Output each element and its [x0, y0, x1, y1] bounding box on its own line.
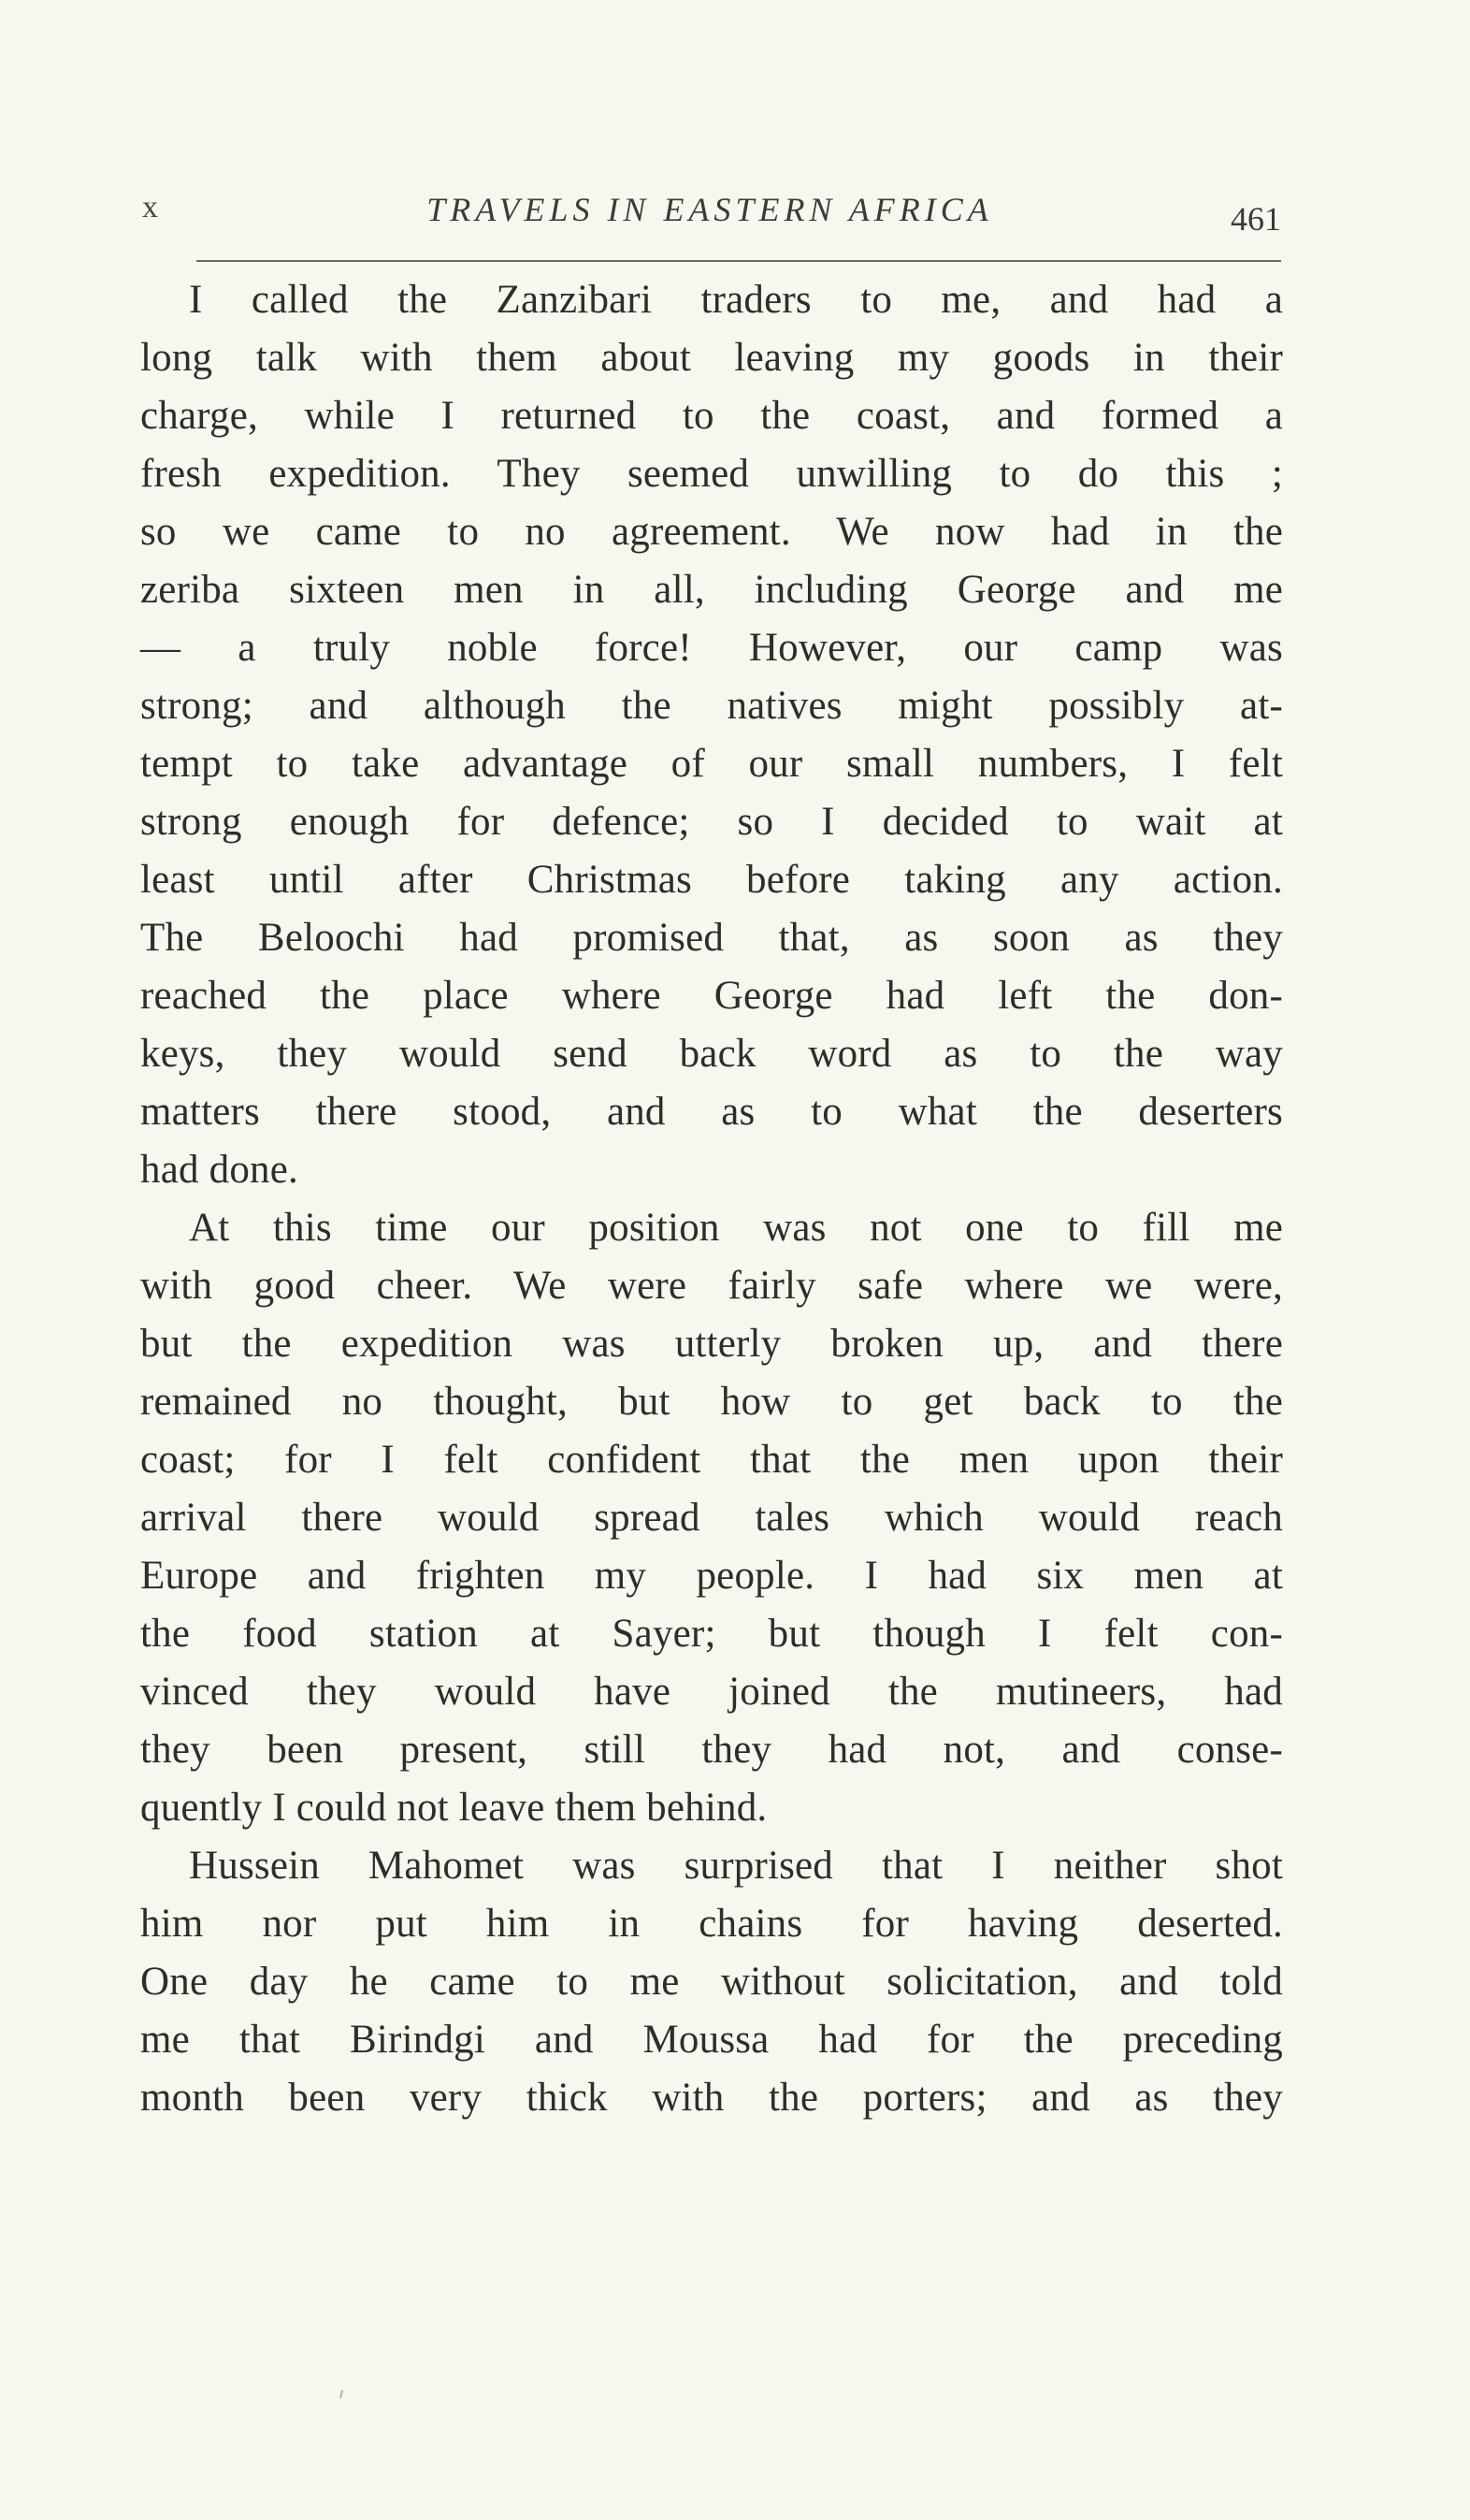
- text-line: strong; and although the natives might possibly at-: [140, 684, 1283, 728]
- paper-speck: [339, 2390, 343, 2398]
- body-text: [140, 271, 1283, 2127]
- text-line: At this time our position was not one to fill me: [189, 1206, 1283, 1250]
- page-number: 461: [1231, 200, 1281, 238]
- text-line: I called the Zanzibari traders to me, and had a: [189, 278, 1283, 322]
- paragraph-1: [140, 271, 1283, 1199]
- signature-mark: x: [142, 190, 159, 224]
- text-line: month been very thick with the porters; and as they: [140, 2076, 1283, 2120]
- text-line: they been present, still they had not, and conse-: [140, 1728, 1283, 1772]
- text-line: with good cheer. We were fairly safe where we were,: [140, 1264, 1283, 1308]
- text-line: least until after Christmas before taking any action.: [140, 858, 1283, 902]
- text-line: — a truly noble force! However, our camp was: [140, 626, 1283, 670]
- running-head: [138, 182, 1281, 248]
- text-line: the food station at Sayer; but though I felt con-: [140, 1612, 1283, 1656]
- text-line: vinced they would have joined the mutineers, had: [140, 1670, 1283, 1714]
- text-line: matters there stood, and as to what the deserters: [140, 1090, 1283, 1134]
- header-rule: [196, 260, 1281, 262]
- text-line: strong enough for defence; so I decided to wait at: [140, 800, 1283, 844]
- paragraph-2: [140, 1199, 1283, 1837]
- text-line: had done.: [140, 1148, 298, 1192]
- text-line: fresh expedition. They seemed unwilling to do this ;: [140, 452, 1283, 496]
- text-line: One day he came to me without solicitation, and told: [140, 1960, 1283, 2004]
- text-line: Hussein Mahomet was surprised that I neither shot: [189, 1844, 1283, 1888]
- text-line: him nor put him in chains for having deserted.: [140, 1902, 1283, 1946]
- text-line: me that Birindgi and Moussa had for the preceding: [140, 2018, 1283, 2062]
- text-line: The Beloochi had promised that, as soon as they: [140, 916, 1283, 960]
- text-line: so we came to no agreement. We now had in the: [140, 510, 1283, 554]
- text-line: arrival there would spread tales which would reach: [140, 1496, 1283, 1540]
- text-line: long talk with them about leaving my goods in their: [140, 336, 1283, 380]
- text-line: reached the place where George had left the don-: [140, 974, 1283, 1018]
- text-line: tempt to take advantage of our small numbers, I felt: [140, 742, 1283, 786]
- text-line: Europe and frighten my people. I had six men at: [140, 1554, 1283, 1598]
- text-line: keys, they would send back word as to the way: [140, 1032, 1283, 1076]
- text-line: remained no thought, but how to get back to the: [140, 1380, 1283, 1424]
- text-line: zeriba sixteen men in all, including George and me: [140, 568, 1283, 612]
- running-title: TRAVELS IN EASTERN AFRICA: [426, 191, 993, 228]
- text-line: coast; for I felt confident that the men upon their: [140, 1438, 1283, 1482]
- paragraph-3: [140, 1837, 1283, 2127]
- text-line: but the expedition was utterly broken up, and there: [140, 1322, 1283, 1366]
- text-line: charge, while I returned to the coast, and formed a: [140, 394, 1283, 438]
- text-line: quently I could not leave them behind.: [140, 1786, 768, 1830]
